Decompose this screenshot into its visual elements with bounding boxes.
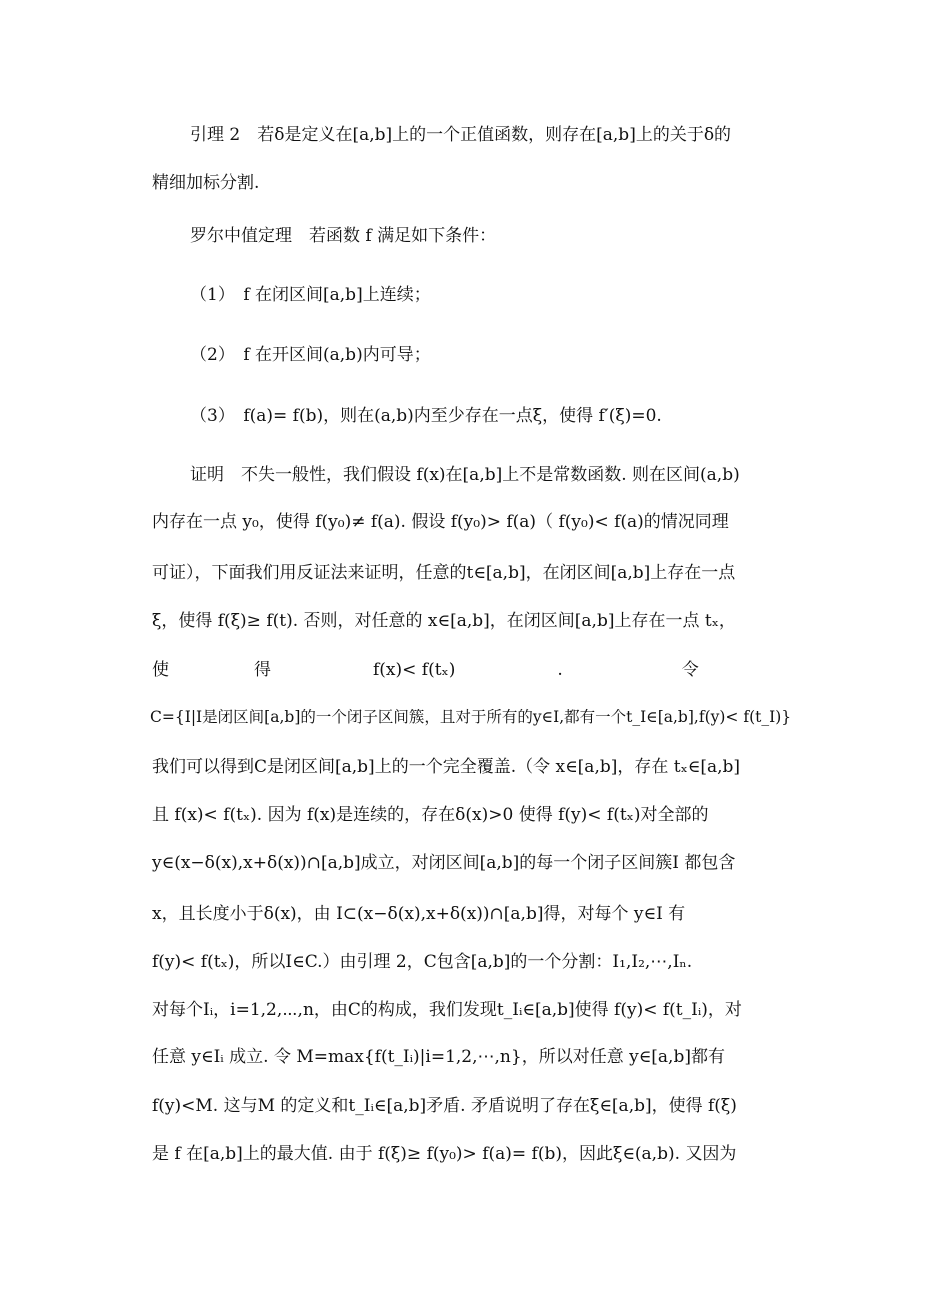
text-line	[0, 1046, 926, 1068]
line-text: 且 f(x)< f(tₓ). 因为 f(x)是连续的，存在δ(x)>0 使得 f(y)< f(tₓ)对全部的	[152, 805, 709, 825]
line-text: （3） f(a)= f(b)，则在(a,b)内至少存在一点ξ，使得 f′(ξ)=0.	[190, 406, 662, 426]
line-text: 可证），下面我们用反证法来证明，任意的t∈[a,b]，在闭区间[a,b]上存在一点	[152, 563, 736, 583]
line-text: 任意 y∈Iᵢ 成立. 令 M=max{f(t_Iᵢ)|i=1,2,⋯,n}，所以对任意 y∈[a,b]都有	[152, 1047, 725, 1067]
line-text: 内存在一点 y₀，使得 f(y₀)≠ f(a). 假设 f(y₀)> f(a)（ f(y₀)< f(a)的情况同理	[152, 512, 729, 532]
line-text: （2） f 在开区间(a,b)内可导；	[190, 345, 431, 365]
text-line	[0, 903, 926, 925]
line-text: 我们可以得到C是闭区间[a,b]上的一个完全覆盖.（令 x∈[a,b]，存在 tₓ∈[a,b]	[152, 757, 741, 777]
line-text: x，且长度小于δ(x)，由 I⊂(x−δ(x),x+δ(x))∩[a,b]得，对每个 y∈I 有	[152, 904, 686, 924]
text-line	[0, 344, 926, 366]
text-line	[0, 511, 926, 533]
text-line	[0, 610, 926, 632]
line-text: 证明 不失一般性，我们假设 f(x)在[a,b]上不是常数函数. 则在区间(a,b)	[190, 465, 740, 485]
line-text: 罗尔中值定理 若函数 f 满足如下条件：	[190, 226, 497, 246]
line-text: f(y)< f(tₓ)，所以I∈C.）由引理 2，C包含[a,b]的一个分割：I₁,I₂,⋯,Iₙ.	[152, 952, 693, 972]
text-line	[0, 706, 926, 728]
line-text: C={I|I是闭区间[a,b]的一个闭子区间簇，且对于所有的y∈I,都有一个t_I∈[a,b],f(y)< f(t_I)}	[150, 708, 792, 726]
line-text: （1） f 在闭区间[a,b]上连续；	[190, 285, 431, 305]
text-line	[0, 804, 926, 826]
text-line	[0, 124, 926, 146]
text-line	[0, 225, 926, 247]
text-line	[0, 659, 926, 681]
text-line	[0, 1095, 926, 1117]
text-line	[0, 951, 926, 973]
text-line	[0, 405, 926, 427]
text-line	[0, 284, 926, 306]
line-text: ξ，使得 f(ξ)≥ f(t). 否则，对任意的 x∈[a,b]，在闭区间[a,b]上存在一点 tₓ，	[152, 611, 736, 631]
line-text: 引理 2 若δ是定义在[a,b]上的一个正值函数，则存在[a,b]上的关于δ的	[190, 125, 732, 145]
line-text: 对每个Iᵢ，i=1,2,⋯,n，由C的构成，我们发现t_Iᵢ∈[a,b]使得 f(y)< f(t_Iᵢ)，对	[152, 1000, 742, 1020]
text-line	[0, 756, 926, 778]
text-line	[0, 999, 926, 1021]
line-text: 是 f 在[a,b]上的最大值. 由于 f(ξ)≥ f(y₀)> f(a)= f(b)，因此ξ∈(a,b). 又因为	[152, 1144, 737, 1164]
line-text: 精细加标分割.	[152, 173, 260, 193]
line-text: 使 得 f(x)< f(tₓ) . 令	[152, 660, 699, 680]
text-line	[0, 172, 926, 194]
text-line	[0, 464, 926, 486]
text-line	[0, 852, 926, 874]
line-text: f(y)<M. 这与M 的定义和t_Iᵢ∈[a,b]矛盾. 矛盾说明了存在ξ∈[a,b]，使得 f(ξ)	[152, 1096, 737, 1116]
text-line	[0, 562, 926, 584]
text-line	[0, 1143, 926, 1165]
line-text: y∈(x−δ(x),x+δ(x))∩[a,b]成立，对闭区间[a,b]的每一个闭子区间簇I 都包含	[152, 853, 736, 873]
